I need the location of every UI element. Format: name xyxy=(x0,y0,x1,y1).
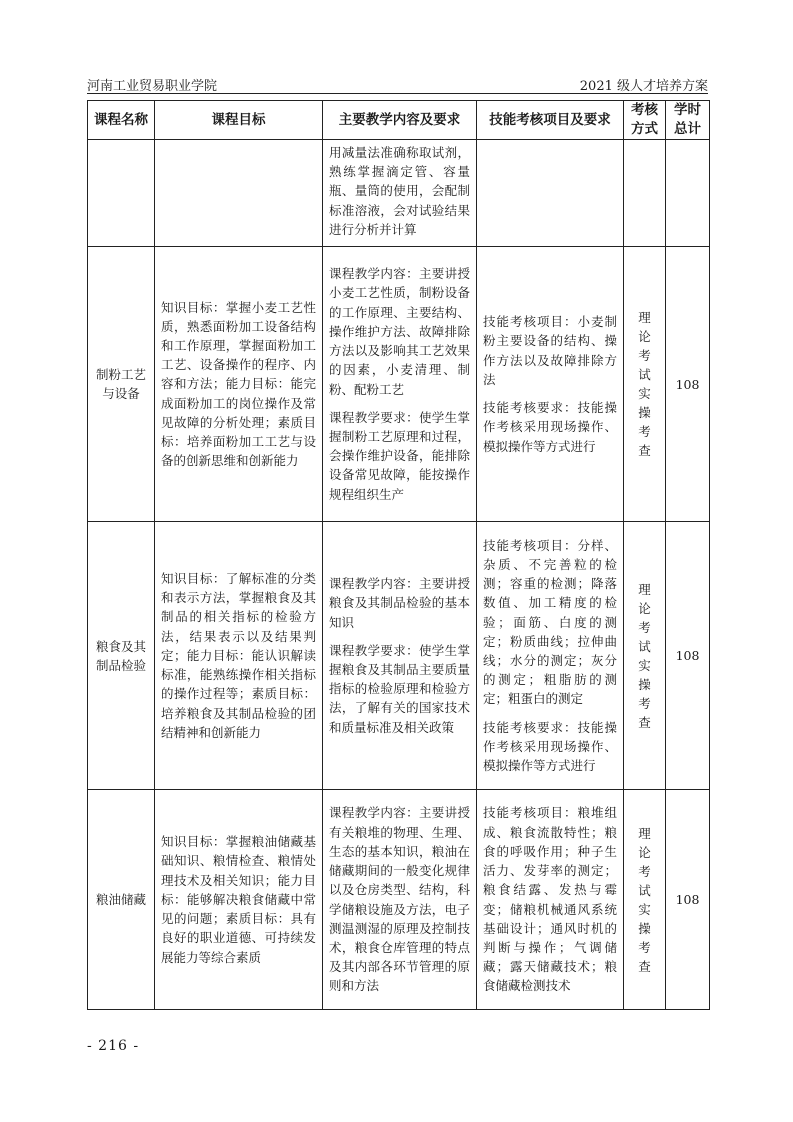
skill-cell xyxy=(477,790,624,1010)
course-name-cell: 制粉工艺与设备 xyxy=(88,247,155,522)
hours-cell: 108 xyxy=(666,522,710,790)
col-method: 考核方式 xyxy=(624,101,666,140)
requirement-paragraph: 课程教学要求：使学生掌握制粉工艺原理和过程，会操作维护设备，能排除设备常见故障，能按操作规程组织生产 xyxy=(329,409,470,502)
skill-cell xyxy=(477,140,624,247)
skill-requirement-paragraph: 技能考核要求：技能操作考核采用现场操作、模拟操作等方式进行 xyxy=(483,719,617,774)
skill-item-paragraph: 技能考核项目：分样、杂质、不完善粒的检测；容重的检测；降落数值、加工精度的检验；面筋、白度的测定；粉质曲线；拉伸曲线；水分的测定；灰分的测定；粗脂肪的测定；粗蛋白的测定 xyxy=(483,537,617,707)
hours-cell: 108 xyxy=(666,247,710,522)
col-hours: 学时总计 xyxy=(666,101,710,140)
content-paragraph: 用减量法准确称取试剂，熟练掌握滴定管、容量瓶、量筒的使用，会配制标准溶液，会对试验结果进行分析并计算 xyxy=(329,145,470,237)
table-header-row xyxy=(88,101,710,140)
content-cell xyxy=(323,790,477,1010)
skill-cell xyxy=(477,522,624,790)
course-name-cell: 粮食及其制品检验 xyxy=(88,522,155,790)
skill-requirement-paragraph: 技能考核要求：技能操作考核采用现场操作、模拟操作等方式进行 xyxy=(483,400,617,454)
method-cell: 理论考试实操考查 xyxy=(624,522,666,790)
col-course-name: 课程名称 xyxy=(88,101,155,140)
requirement-paragraph: 课程教学要求：使学生掌握粮食及其制品主要质量指标的检验原理和检验方法，了解有关的国家技术和质量标准及相关政策 xyxy=(329,642,470,735)
content-cell xyxy=(323,140,477,247)
col-content: 主要教学内容及要求 xyxy=(323,101,477,140)
table-row xyxy=(88,790,710,1010)
school-name: 河南工业贸易职业学院 xyxy=(87,79,218,94)
skill-item-paragraph: 技能考核项目：小麦制粉主要设备的结构、操作方法以及故障排除方法 xyxy=(483,314,617,387)
content-paragraph: 课程教学内容：主要讲授粮食及其制品检验的基本知识 xyxy=(329,576,470,630)
page-number: - 216 - xyxy=(87,1038,140,1054)
col-skill: 技能考核项目及要求 xyxy=(477,101,624,140)
course-goal-cell: 知识目标：掌握小麦工艺性质，熟悉面粉加工设备结构和工作原理，掌握面粉加工工艺、设备操作的程序、内容和方法；能力目标：能完成面粉加工的岗位操作及常见故障的分析处理；素质目标：培养面粉加工工艺与设备的创新思维和创新能力 xyxy=(155,247,323,522)
method-cell xyxy=(624,140,666,247)
method-cell: 理论考试实操考查 xyxy=(624,790,666,1010)
method-cell: 理论考试实操考查 xyxy=(624,247,666,522)
content-cell xyxy=(323,247,477,522)
course-goal-cell: 知识目标：掌握粮油储藏基础知识、粮情检查、粮情处理技术及相关知识；能力目标：能够解决粮食储藏中常见的问题；素质目标：具有良好的职业道德、可持续发展能力等综合素质 xyxy=(155,790,323,1010)
page-header xyxy=(87,73,708,94)
skill-item-paragraph: 技能考核项目：粮堆组成、粮食流散特性；粮食的呼吸作用；种子生活力、发芽率的测定；粮食结露、发热与霉变；储粮机械通风系统基础设计；通风时机的判断与操作；气调储藏；露天储藏技术；粮食储藏检测技术 xyxy=(483,805,617,994)
col-course-goal: 课程目标 xyxy=(155,101,323,140)
content-paragraph: 课程教学内容：主要讲授小麦工艺性质，制粉设备的工作原理、主要结构、操作维护方法、故障排除方法以及影响其工艺效果的因素，小麦清理、制粉、配粉工艺 xyxy=(329,266,470,397)
skill-cell xyxy=(477,247,624,522)
course-table xyxy=(87,100,710,1010)
table-row xyxy=(88,522,710,790)
hours-cell: 108 xyxy=(666,790,710,1010)
content-cell xyxy=(323,522,477,790)
course-name-cell xyxy=(88,140,155,247)
course-goal-cell: 知识目标：了解标准的分类和表示方法，掌握粮食及其制品的相关指标的检验方法，结果表示以及结果判定；能力目标：能认识解读标准，能熟练操作相关指标的操作过程等；素质目标：培养粮食及其制品检验的团结精神和创新能力 xyxy=(155,522,323,790)
course-name-cell: 粮油储藏 xyxy=(88,790,155,1010)
hours-cell xyxy=(666,140,710,247)
plan-title: 2021 级人才培养方案 xyxy=(579,79,708,94)
course-goal-cell xyxy=(155,140,323,247)
content-paragraph: 课程教学内容：主要讲授有关粮堆的物理、生理、生态的基本知识，粮油在储藏期间的一般变化规律以及仓房类型、结构，科学储粮设施及方法，电子测温测湿的原理及控制技术，粮食仓库管理的特点及其内部各环节管理的原则和方法 xyxy=(329,805,470,994)
table-row xyxy=(88,140,710,247)
table-row xyxy=(88,247,710,522)
